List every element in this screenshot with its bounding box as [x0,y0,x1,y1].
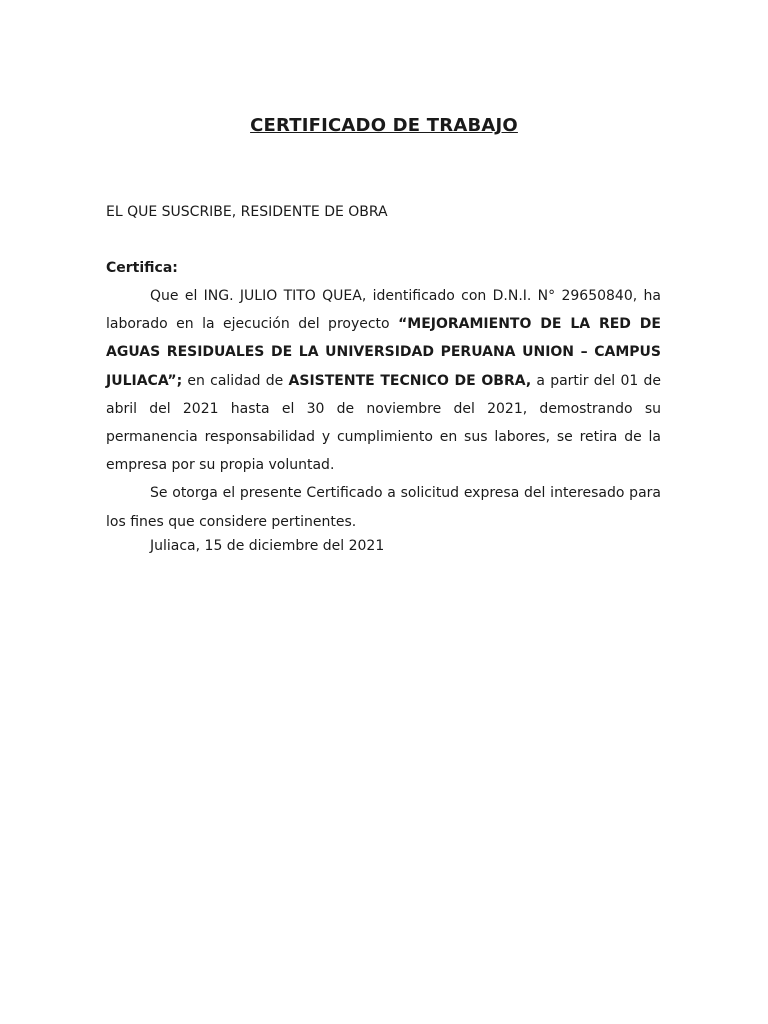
project-name: “MEJORAMIENTO DE LA RED DE AGUAS RESIDUALES DE LA UNIVERSIDAD PERUANA UNION – CAMPUS JULIACA”; [106,316,661,389]
paragraph-mid: en calidad de [182,372,289,389]
place-date: Juliaca, 15 de diciembre del 2021 [150,538,385,554]
document-title: CERTIFICADO DE TRABAJO [250,115,518,136]
paragraph-intro: Que el ING. JULIO TITO QUEA, identificado con D.N.I. N° 29650840, ha laborado en la ejecución del proyecto [106,288,661,333]
certify-label: Certifica: [106,260,178,276]
subscriber-line: EL QUE SUSCRIBE, RESIDENTE DE OBRA [106,204,388,220]
paragraph-outro: a partir del 01 de abril del 2021 hasta el 30 de noviembre del 2021, demostrando su permanencia responsabilidad y cumplimiento en sus labores, se retira de la empresa por su propia voluntad. [106,372,661,474]
paragraph-employment [106,282,661,479]
job-position: ASISTENTE TECNICO DE OBRA, [288,372,532,389]
certificate-body [106,282,661,536]
paragraph-issuance: Se otorga el presente Certificado a solicitud expresa del interesado para los fines que considere pertinentes. [106,485,661,530]
